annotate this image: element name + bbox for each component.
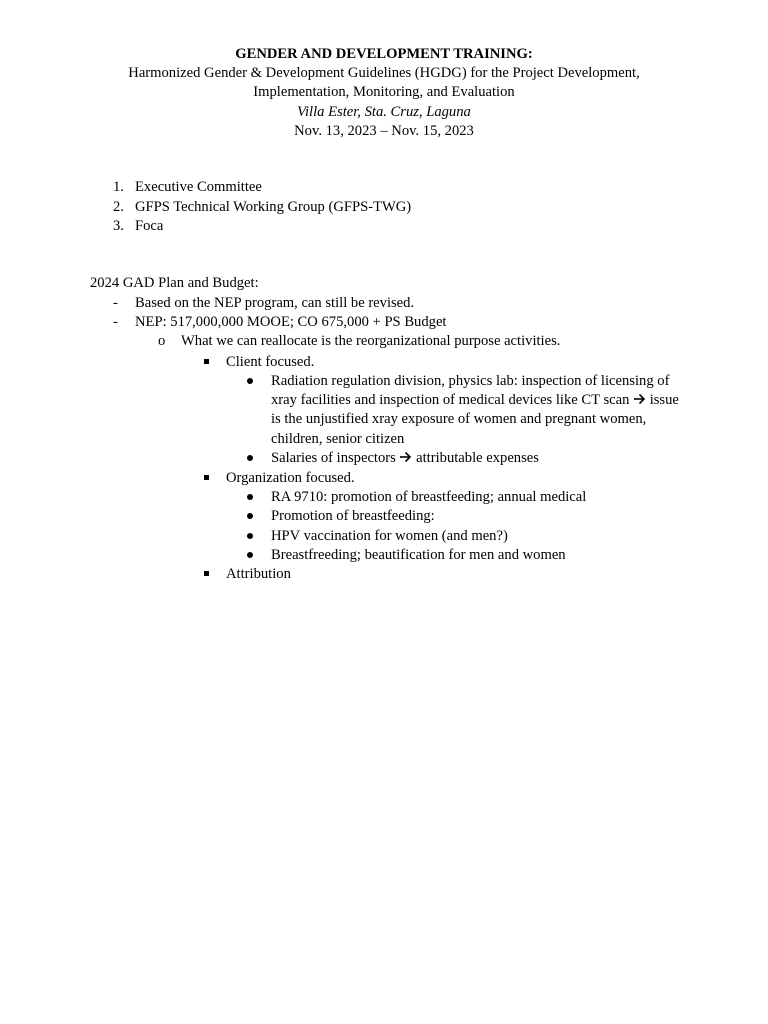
document-title: GENDER AND DEVELOPMENT TRAINING: — [235, 46, 533, 62]
plan-heading: 2024 GAD Plan and Budget: — [90, 275, 259, 291]
circle-marker: o — [158, 333, 166, 349]
dot-bullet — [247, 455, 253, 461]
salaries-text: Salaries of inspectors — [271, 450, 396, 466]
client-focused-label: Client focused. — [226, 354, 315, 370]
dash-marker: - — [113, 295, 118, 311]
square-bullet — [204, 571, 209, 576]
radiation-issue-text: issue is the unjustified xray exposure of women and pregnant women, children, senior citizen — [271, 392, 679, 447]
document-header — [90, 45, 678, 141]
number-marker: 2. — [113, 199, 124, 215]
number-marker: 3. — [113, 218, 124, 234]
event-dates: Nov. 13, 2023 – Nov. 15, 2023 — [294, 122, 474, 139]
salaries-item — [271, 449, 539, 468]
list-item: NEP: 517,000,000 MOOE; CO 675,000 + PS Budget — [135, 314, 447, 330]
arrow-right-icon — [399, 451, 412, 463]
salaries-expense-text: attributable expenses — [416, 450, 539, 466]
subtitle-line-1: Harmonized Gender & Development Guidelines (HGDG) for the Project Development, — [128, 65, 640, 82]
organization-focused-label: Organization focused. — [226, 470, 355, 486]
list-item: Breastfreeding; beautification for men and women — [271, 547, 566, 563]
attribution-label: Attribution — [226, 566, 291, 582]
dot-bullet — [247, 552, 253, 558]
venue: Villa Ester, Sta. Cruz, Laguna — [297, 103, 471, 120]
dot-bullet — [247, 513, 253, 519]
list-item: Based on the NEP program, can still be revised. — [135, 295, 415, 311]
list-item: RA 9710: promotion of breastfeeding; annual medical — [271, 489, 587, 505]
radiation-item — [271, 372, 681, 449]
list-item: GFPS Technical Working Group (GFPS-TWG) — [135, 199, 412, 215]
square-bullet — [204, 475, 209, 480]
dot-bullet — [247, 378, 253, 384]
number-marker: 1. — [113, 179, 124, 195]
dash-marker: - — [113, 314, 118, 330]
radiation-text: Radiation regulation division, physics lab: inspection of licensing of xray facilities and inspection of medical devices like CT scan — [271, 373, 670, 409]
dot-bullet — [247, 533, 253, 539]
subtitle-line-2: Implementation, Monitoring, and Evaluation — [253, 84, 515, 101]
list-item: What we can reallocate is the reorganizational purpose activities. — [181, 333, 561, 349]
list-item: Foca — [135, 218, 164, 234]
list-item: HPV vaccination for women (and men?) — [271, 528, 508, 544]
arrow-right-icon — [633, 393, 646, 405]
list-item: Promotion of breastfeeding: — [271, 508, 435, 524]
dot-bullet — [247, 494, 253, 500]
list-item: Executive Committee — [135, 179, 262, 195]
square-bullet — [204, 359, 209, 364]
